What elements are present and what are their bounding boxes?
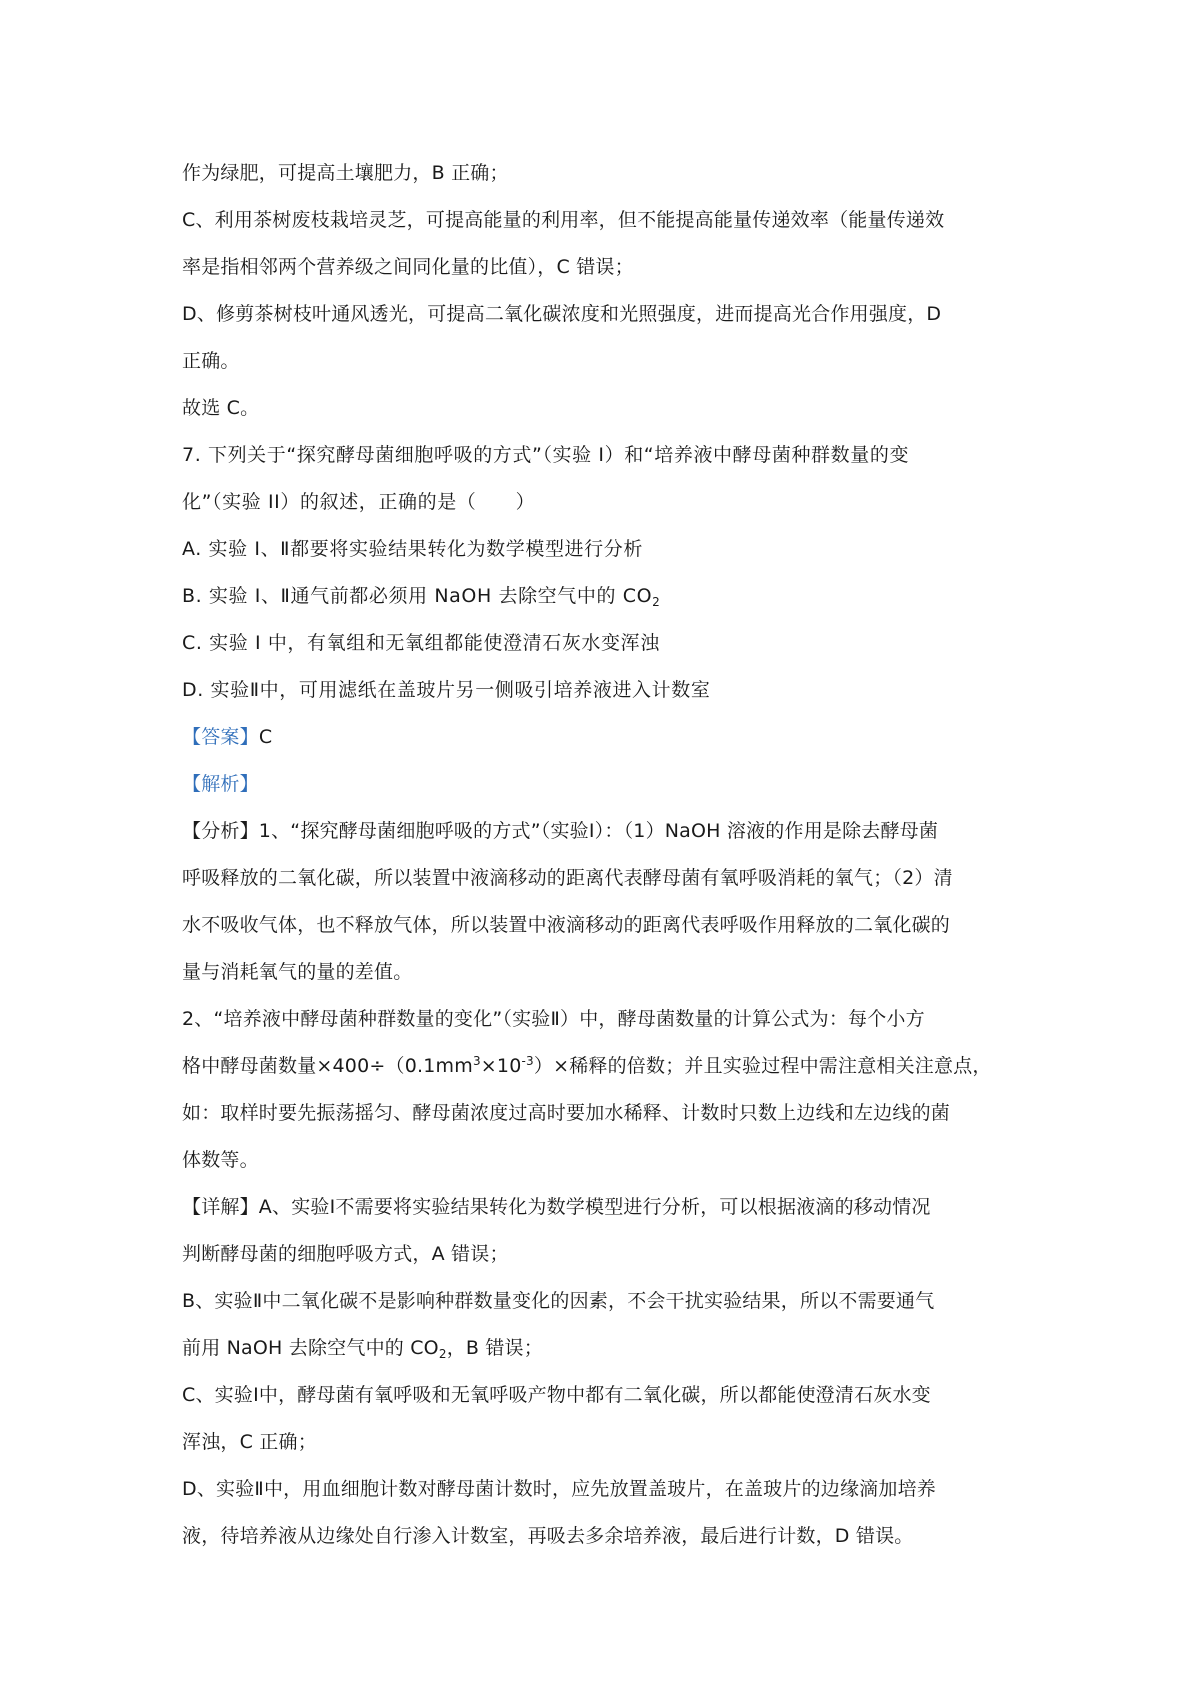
- prev-option-d-line1: D、修剪茶树枝叶通风透光，可提高二氧化碳浓度和光照强度，进而提高光合作用强度，D: [182, 303, 942, 325]
- detail-d-line2: 液，待培养液从边缘处自行渗入计数室，再吸去多余培养液，最后进行计数，D 错误。: [182, 1525, 914, 1547]
- prev-option-b-tail: 作为绿肥，可提高土壤肥力，B 正确；: [182, 162, 509, 184]
- analysis-p2-line4: 体数等。: [182, 1149, 259, 1171]
- answer-tag: 【答案】: [182, 726, 259, 748]
- detail-a-line1: 【详解】A、实验Ⅰ不需要将实验结果转化为数学模型进行分析，可以根据液滴的移动情况: [182, 1196, 931, 1218]
- analysis-p2-line1: 2、“培养液中酵母菌种群数量的变化”（实验Ⅱ）中，酵母菌数量的计算公式为：每个小方: [182, 1008, 925, 1030]
- formula-superscript-2: -3: [521, 1054, 534, 1068]
- prev-option-d-line2: 正确。: [182, 350, 240, 372]
- answer-line: [182, 714, 1024, 761]
- option-b-subscript: 2: [652, 595, 661, 609]
- formula-part-a: 格中酵母菌数量×400÷（0.1mm: [182, 1055, 473, 1077]
- option-c: C. 实验 I 中，有氧组和无氧组都能使澄清石灰水变浑浊: [182, 632, 660, 654]
- detail-c-line1: C、实验Ⅰ中，酵母菌有氧呼吸和无氧呼吸产物中都有二氧化碳，所以都能使澄清石灰水变: [182, 1384, 931, 1406]
- formula-superscript-1: 3: [472, 1054, 481, 1068]
- analysis-p1-line3: 水不吸收气体，也不释放气体，所以装置中液滴移动的距离代表呼吸作用释放的二氧化碳的: [182, 914, 951, 936]
- detail-b-subscript: 2: [438, 1347, 447, 1361]
- answer-value: C: [258, 726, 273, 748]
- question-stem-line1: 7. 下列关于“探究酵母菌细胞呼吸的方式”（实验 I）和“培养液中酵母菌种群数量的变: [182, 444, 910, 466]
- detail-a-line2: 判断酵母菌的细胞呼吸方式，A 错误；: [182, 1243, 509, 1265]
- question-stem-line2: 化”（实验 II）的叙述，正确的是（ ）: [182, 491, 536, 513]
- analysis-p2-line3: 如：取样时要先振荡摇匀、酵母菌浓度过高时要加水稀释、计数时只数上边线和左边线的菌: [182, 1102, 951, 1124]
- prev-option-c-line1: C、利用茶树废枝栽培灵芝，可提高能量的利用率，但不能提高能量传递效率（能量传递效: [182, 209, 945, 231]
- prev-option-c-line2: 率是指相邻两个营养级之间同化量的比值），C 错误；: [182, 256, 634, 278]
- detail-b-line2: [182, 1325, 1024, 1372]
- analysis-tag: 【解析】: [182, 773, 259, 795]
- detail-b-line2-text: 前用 NaOH 去除空气中的 CO: [182, 1337, 439, 1359]
- analysis-p1-line4: 量与消耗氧气的量的差值。: [182, 961, 413, 983]
- document-content: [182, 150, 1024, 1560]
- analysis-heading: [182, 761, 1024, 808]
- detail-b-line1: B、实验Ⅱ中二氧化碳不是影响种群数量变化的因素，不会干扰实验结果，所以不需要通气: [182, 1290, 935, 1312]
- option-b: [182, 573, 1024, 620]
- detail-c-line2: 浑浊，C 正确；: [182, 1431, 317, 1453]
- formula-part-b: ×10: [480, 1055, 522, 1077]
- question-7: [182, 432, 1024, 714]
- option-a: A. 实验 I、Ⅱ都要将实验结果转化为数学模型进行分析: [182, 538, 643, 560]
- detail-d-line1: D、实验Ⅱ中，用血细胞计数对酵母菌计数时，应先放置盖玻片，在盖玻片的边缘滴加培养: [182, 1478, 936, 1500]
- formula-part-c: ）×稀释的倍数；并且实验过程中需注意相关注意点，: [533, 1055, 992, 1077]
- prev-choose-line: 故选 C。: [182, 397, 260, 419]
- analysis-p2-line2: [182, 1043, 1024, 1090]
- detail-b-line2-tail: ，B 错误；: [446, 1337, 543, 1359]
- option-b-text: B. 实验 I、Ⅱ通气前都必须用 NaOH 去除空气中的 CO: [182, 585, 653, 607]
- analysis-p1-line2: 呼吸释放的二氧化碳，所以装置中液滴移动的距离代表酵母菌有氧呼吸消耗的氧气；（2）清: [182, 867, 953, 889]
- analysis-p1-line1: 【分析】1、“探究酵母菌细胞呼吸的方式”（实验Ⅰ）：（1）NaOH 溶液的作用是除去酵母菌: [182, 820, 939, 842]
- option-d: D. 实验Ⅱ中，可用滤纸在盖玻片另一侧吸引培养液进入计数室: [182, 679, 711, 701]
